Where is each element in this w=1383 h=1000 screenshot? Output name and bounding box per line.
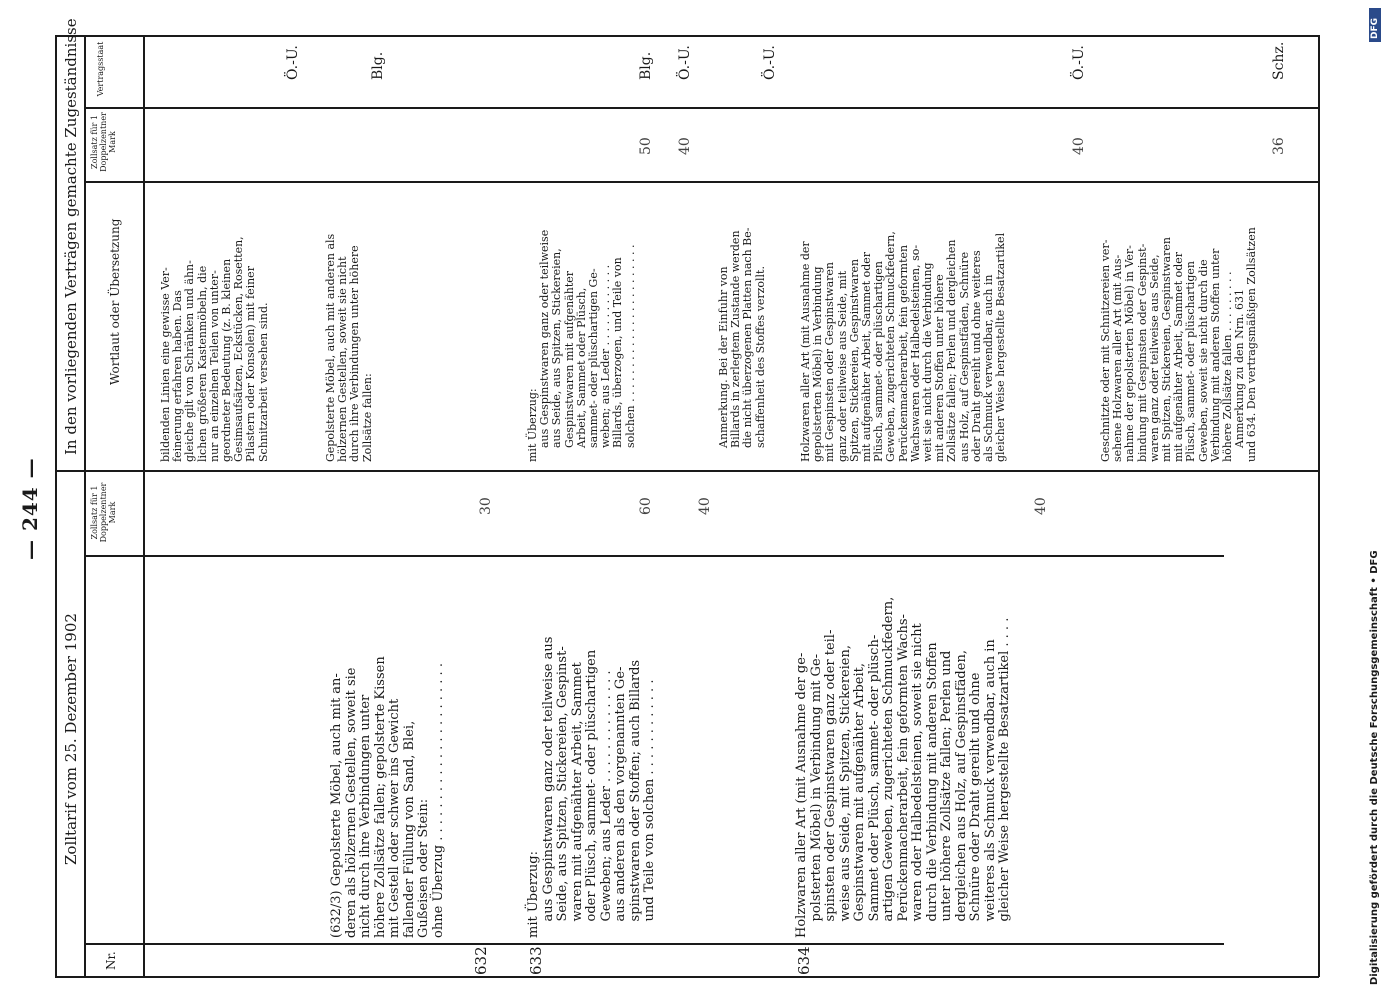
treaty-634b-state: Schz. [1271,41,1287,80]
dfg-logo: DFG [1369,8,1381,42]
tariff-634-nr: 634 [795,946,813,975]
tariff-633-nr: 633 [527,946,545,975]
treaty-633-duty-b: 40 [677,137,693,155]
frame-header-bottom [143,35,145,977]
treaty-633-note-state: Ö.-U. [762,45,778,80]
treaty-632-state: Blg. [370,51,386,80]
tariff-632-nr: 632 [472,946,490,975]
frame-left [55,35,57,977]
tariff-634-text: Holzwaren aller Art (mit Ausnahme der ge- polsterten Möbel) in Verbindung mit Ge- spinsten oder Gespinstwaren ganz oder teil- weise aus Seide, mit Spitzen, Stickereien, Gespinstwaren mit aufgenähter Arbeit, Sammet oder Plüsch, sammet- oder plüsch- artigen Geweben, zugerichteten Schmuckfedern, Perückenmacherarbeit, fein geformten Wachs- waren oder Halbedelsteinen, soweit sie nicht durch die Verbindung mit anderen Stoffen unter höhere Zollsätze fallen; Perlen und dergleichen aus Holz, auf Gespinstfäden, Schnüre oder Draht gereiht und ohne weiteres als Schmuck verwendbar, auch in gleicher Weise hergestellte Besatzartikel . . . . [794,596,1012,938]
treaty-634b-duty: 36 [1271,137,1287,155]
right-section-header: In den vorliegenden Verträgen gemachte Zugeständnisse [62,18,80,455]
treaty-633-state-b: Ö.-U. [677,45,693,80]
treaty-632-text: Gepolsterte Möbel, auch mit anderen als hölzernen Gestellen, soweit sie nicht durch ihre Verbindungen unter höhere Zollsätze fallen: [324,233,374,462]
treaty-634-state: Ö.-U. [1071,45,1087,80]
sep-treaty-state [84,107,1318,109]
treaty-633-note: Anmerkung. Bei der Einfuhr von Billards in zerlegtem Zustande werden die nicht überzogenen Platten nach Be- schaffenheit des Stoffes verzollt. [717,227,767,448]
tariff-633-text: mit Überzug: aus Gespinstwaren ganz oder teilweise aus Seide, aus Spitzen, Stickereien, Gespinst- waren mit aufgenähter Arbeit, Sammet oder Plüsch, sammet- oder plüschartigen Geweben; aus Leder . . . . . . . . . . . . . . aus anderen als den vorgenannten Ge- spinstwaren oder Stoffen; auch Billards und Teile von solchen . . . . . . . . . . . . [526,636,657,938]
left-section-header: Zolltarif vom 25. Dezember 1902 [62,613,80,865]
col-header-wording: Wortlaut oder Übersetzung [108,218,122,385]
frame-right [1318,35,1320,977]
treaty-631-cont-text: bildenden Linien eine gewisse Ver- feinerung erfahren haben. Das gleiche gilt von Schränken und ähn- lichen größeren Kastenmöbeln, die nur an einzelnen Teilen von unter- geordneter Bedeutung (z. B. kleinen Gesimsaufsätzen, Eckstücken, Rosetten, Pilastern oder Konsolen) mit feiner Schnitzarbeit versehen sind. [159,236,270,462]
treaty-header-split [84,35,86,475]
treaty-631-state: Ö.-U. [285,45,301,80]
page-number: — 244 — [18,457,42,560]
sep-treaty-duty [84,181,1318,183]
sep-main [55,470,1318,472]
treaty-634b-text: Geschnitzte oder mit Schnitzereien ver- sehene Holzwaren aller Art (mit Aus- nahme der gepolsterten Möbel) in Ver- bindung mit Gespinsten oder Gespinst- waren ganz oder teilweise aus Seide, mit Spitzen, Stickereien, Gespinstwaren mit aufgenähter Arbeit, Sammet oder Plüsch, sammet- oder plüschartigen Geweben, soweit sie nicht durch die Verbindung mit anderen Stoffen unter höhere Zollsätze fallen . . . . . . . . . Anmerkung zu den Nrn. 631 und 634. Den vertragsmäßigen Zollsätzen [1099,227,1259,462]
sep-tariff-duty [84,555,1224,557]
tariff-632-text: (632/3) Gepolsterte Möbel, auch mit an- deren als hölzernen Gestellen, soweit sie nicht durch ihre Verbindungen unter höhere Zollsätze fallen; gepolsterte Kissen mit Gestell oder schwer ins Gewicht fallender Füllung von Sand, Blei, Gußeisen oder Stein: ohne Überzug . . . . . . . . . . . . . . . . . . . . . . [329,656,446,938]
top-rule [55,35,1319,37]
treaty-633-duty-a: 50 [638,137,654,155]
tariff-633-duty-a: 60 [638,497,654,515]
col-header-nr: Nr. [104,951,118,970]
treaty-633-text: mit Überzug: aus Gespinstwaren ganz oder teilweise aus Seide, aus Spitzen, Stickereien, Gespinstwaren mit aufgenähter Arbeit, Sammet oder Plüsch, sammet- oder plüschartigen Ge- weben; aus Leder . . . . . . . . . . . . Billards, überzogen, und Teile von solchen . . . . . . . . . . . . . . . . . . . . . . . [526,229,637,462]
tariff-633-duty-b: 40 [697,497,713,515]
col-header-treaty-duty: Zollsatz für 1 Doppelzentner Mark [90,112,117,172]
col-header-tariff-duty: Zollsatz für 1 Doppelzentner Mark [90,482,117,543]
tariff-632-duty: 30 [478,497,494,515]
col-header-state: Vertragsstaat [96,41,105,97]
treaty-634-text: Holzwaren aller Art (mit Ausnahme der gepolsterten Möbel) in Verbindung mit Gespinsten oder Gespinstwaren ganz oder teilweise aus Seide, mit Spitzen, Stickereien, Gespinstwaren mit aufgenähter Arbeit, Sammet oder Plüsch, sammet- oder plüschartigen Geweben, zugerichteten Schmuckfedern, Perückenmacherarbeit, fein geformten Wachswaren oder Halbedelsteinen, so- weit sie nicht durch die Verbindung mit anderen Stoffen unter höhere Zollsätze fallen; Perlen und dergleichen aus Holz, auf Gespinstfäden, Schnüre oder Draht gereiht und ohne weiteres als Schmuck verwendbar, auch in gleicher Weise hergestellte Besatzartikel [799,231,1008,462]
treaty-634-duty: 40 [1071,137,1087,155]
digitization-credit: Digitalisierung gefördert durch die Deutsche Forschungsgemeinschaft • DFG [1369,550,1380,985]
sep-tariff-nr [84,943,1224,945]
treaty-633-state-a: Blg. [638,51,654,80]
bottom-rule [55,976,1319,978]
tariff-634-duty: 40 [1033,497,1049,515]
